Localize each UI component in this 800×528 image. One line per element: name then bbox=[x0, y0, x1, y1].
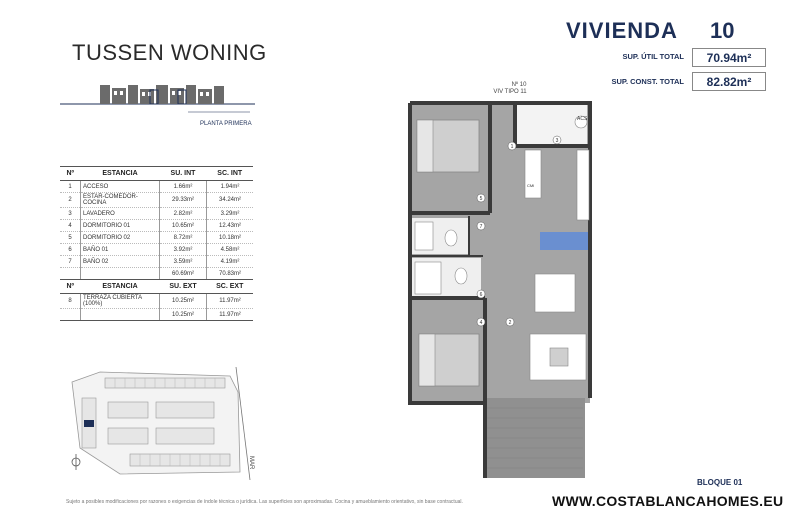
dining-table bbox=[535, 274, 575, 312]
svg-text:7: 7 bbox=[479, 224, 483, 230]
table-row: 4 DORMITORIO 01 10.65m² 12.43m² bbox=[60, 220, 253, 232]
table-row: 8 TERRAZA CUBIERTA (100%) 10.25m² 11.97m² bbox=[60, 294, 253, 309]
unit-location-marker bbox=[84, 420, 94, 427]
svg-text:3: 3 bbox=[555, 138, 559, 144]
unit-label-type: VIV TIPO 11 bbox=[493, 89, 527, 95]
col-header-sc-ext: SC. EXT bbox=[207, 280, 254, 294]
svg-text:6: 6 bbox=[479, 292, 483, 298]
project-title: TUSSEN WONING bbox=[72, 40, 267, 65]
exterior-rooms-table bbox=[60, 279, 253, 321]
floor-plan bbox=[405, 98, 605, 483]
sup-util-label: SUP. ÚTIL TOTAL bbox=[622, 52, 684, 61]
svg-text:5: 5 bbox=[479, 196, 483, 202]
table-row: 1 ACCESO 1.66m² 1.94m² bbox=[60, 181, 253, 193]
sup-const-value: 82.82m² bbox=[692, 72, 766, 91]
table-row: 6 BAÑO 01 3.92m² 4.58m² bbox=[60, 244, 253, 256]
table-total-row: 60.69m² 70.83m² bbox=[60, 268, 253, 280]
sup-util-value: 70.94m² bbox=[692, 48, 766, 67]
website-link[interactable]: WWW.COSTABLANCAHOMES.EU bbox=[552, 493, 784, 509]
svg-text:2: 2 bbox=[508, 320, 512, 326]
sup-const-label: SUP. CONST. TOTAL bbox=[611, 77, 684, 86]
col-header-estancia: ESTANCIA bbox=[81, 280, 160, 294]
table-row: 7 BAÑO 02 3.59m² 4.19m² bbox=[60, 256, 253, 268]
col-header-sc-int: SC. INT bbox=[207, 167, 254, 181]
disclaimer-note: Sujeto a posibles modificaciones por razones o exigencias de índole técnica o jurídica. Las superficies son aproximadas. Cocina y amueblamiento orientativo, sin base contractual. bbox=[66, 499, 463, 505]
building-elevation bbox=[60, 80, 260, 122]
mar-label: MAR bbox=[248, 456, 254, 470]
col-header-su-int: SU. INT bbox=[160, 167, 207, 181]
table-row: 5 DORMITORIO 02 8.72m² 10.18m² bbox=[60, 232, 253, 244]
col-header-su-ext: SU. EXT bbox=[160, 280, 207, 294]
table-row: 3 LAVADERO 2.82m² 3.29m² bbox=[60, 208, 253, 220]
svg-text:1: 1 bbox=[510, 144, 514, 150]
bloque-label: BLOQUE 01 bbox=[697, 478, 743, 487]
elevation-caption: PLANTA PRIMERA bbox=[200, 121, 252, 127]
vivienda-number: 10 bbox=[710, 18, 735, 43]
table-row: 2 ESTAR-COMEDOR-COCINA 29.33m² 34.24m² bbox=[60, 193, 253, 208]
svg-text:4: 4 bbox=[479, 320, 483, 326]
cme-label: CMI bbox=[527, 183, 535, 188]
vivienda-label: VIVIENDA bbox=[566, 18, 678, 43]
col-header-n: Nº bbox=[60, 280, 81, 294]
table-total-row: 10.25m² 11.97m² bbox=[60, 309, 253, 321]
col-header-n: Nº bbox=[60, 167, 81, 181]
acs-label: ACS bbox=[577, 116, 588, 122]
kitchen-island bbox=[540, 232, 588, 250]
interior-rooms-table bbox=[60, 166, 253, 280]
unit-label-number: Nº 10 bbox=[511, 82, 527, 88]
site-plan bbox=[60, 362, 270, 482]
col-header-estancia: ESTANCIA bbox=[81, 167, 160, 181]
